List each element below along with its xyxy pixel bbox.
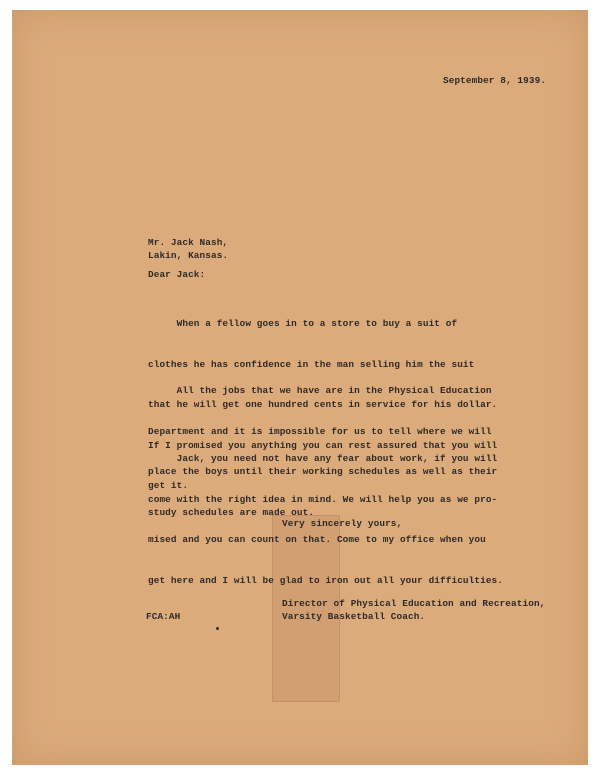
paragraph-3-line: come with the right idea in mind. We will help you as we pro- <box>148 493 498 505</box>
paragraph-1-line: If I promised you anything you can rest assured that you will <box>148 439 498 451</box>
salutation: Dear Jack: <box>148 269 206 280</box>
paragraph-3-line: Jack, you need not have any fear about work, if you will <box>148 453 498 464</box>
paragraph-3-line: get here and I will be glad to iron out all your difficulties. <box>148 574 504 586</box>
paragraph-2-line: All the jobs that we have are in the Physical Education <box>148 385 492 396</box>
paragraph-2-line: Department and it is impossible for us to tell where we will <box>148 425 492 437</box>
recipient-name: Mr. Jack Nash, <box>148 237 229 248</box>
signature-title: Director of Physical Education and Recreation, <box>282 598 546 609</box>
paragraph-1-line: get it. <box>148 480 189 491</box>
paragraph-2-line: study schedules are made out. <box>148 506 315 518</box>
paragraph-1-line: that he will get one hundred cents in service for his dollar. <box>148 399 498 410</box>
recipient-location: Lakin, Kansas. <box>148 250 229 261</box>
ink-speck <box>216 627 219 630</box>
closing: Very sincerely yours, <box>282 518 403 529</box>
letter-date: September 8, 1939. <box>443 75 547 86</box>
paragraph-3-line: mised and you can count on that. Come to my office when you <box>148 534 486 545</box>
paragraph-2-line: place the boys until their working schedules as well as their <box>148 466 498 477</box>
paragraph-1-line: When a fellow goes in to a store to buy a suit of <box>148 318 458 329</box>
signature-title-2: Varsity Basketball Coach. <box>282 611 426 622</box>
paragraph-1-line: clothes he has confidence in the man selling him the suit <box>148 358 475 370</box>
typist-initials: FCA:AH <box>146 611 181 622</box>
